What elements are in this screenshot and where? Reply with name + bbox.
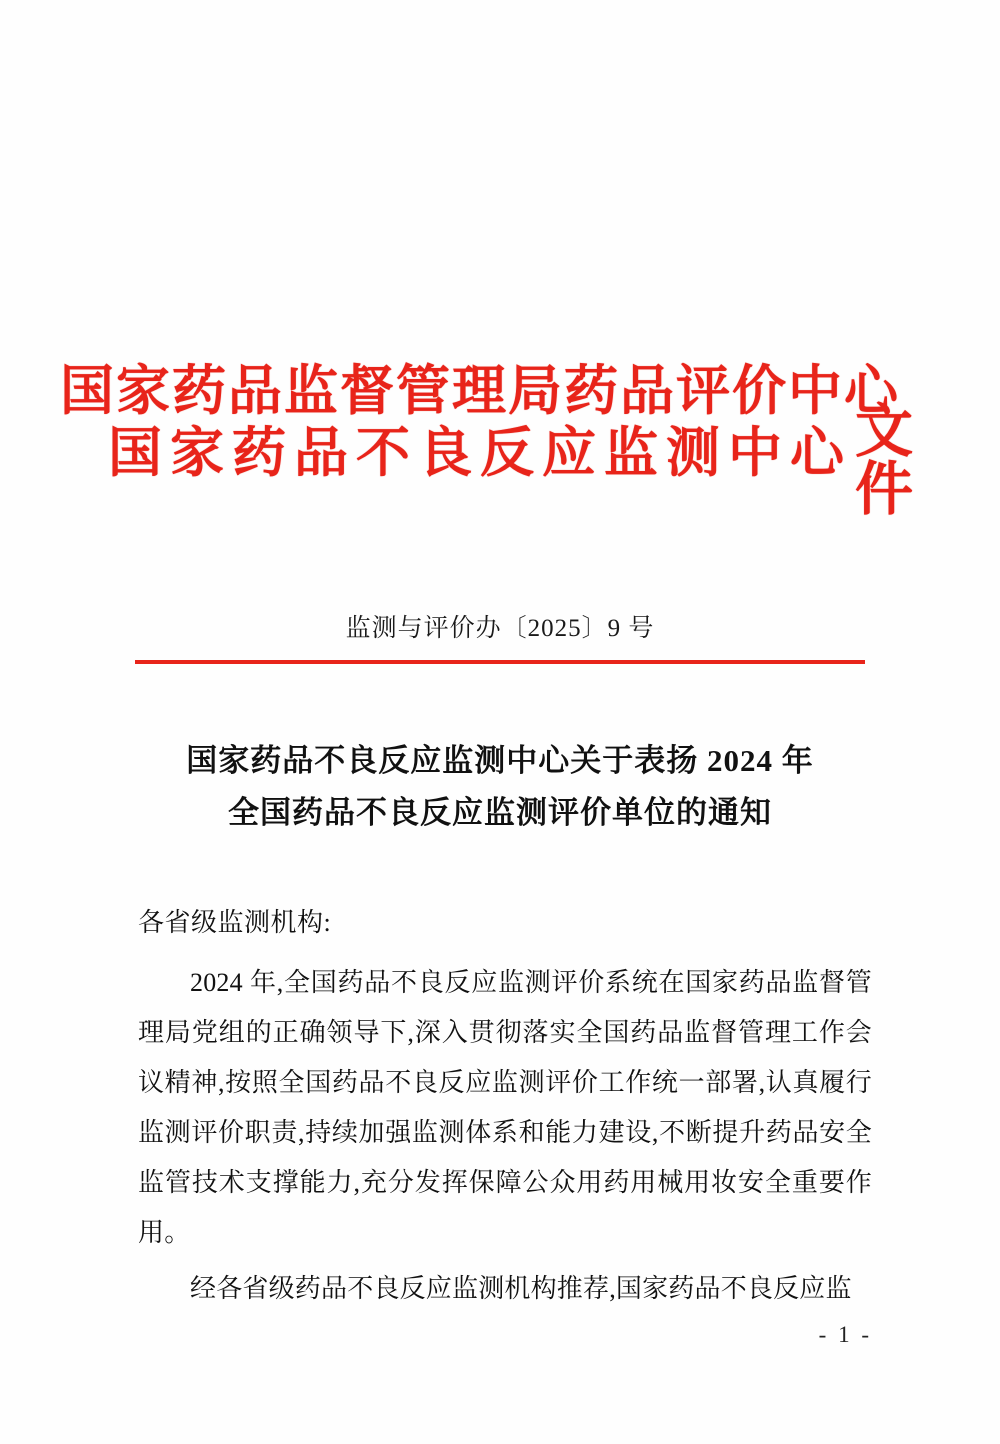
salutation: 各省级监测机构: — [138, 908, 332, 937]
masthead-line-2: 国家药品不良反应监测中心 — [108, 423, 852, 483]
page-number: - 1 - — [818, 1322, 872, 1347]
page-title-line-2: 全国药品不良反应监测评价单位的通知 — [228, 795, 772, 830]
document-body — [138, 900, 872, 1320]
page-title-line-1: 国家药品不良反应监测中心关于表扬 2024 年 — [186, 743, 814, 778]
body-paragraph: 经各省级药品不良反应监测机构推荐,国家药品不良反应监 — [190, 1274, 852, 1303]
document-number: 监测与评价办〔2025〕9 号 — [345, 615, 655, 642]
masthead-line-1: 国家药品监督管理局药品评价中心 — [60, 361, 900, 421]
red-divider-rule — [135, 660, 865, 664]
body-paragraph: 2024 年,全国药品不良反应监测评价系统在国家药品监督管理局党组的正确领导下,深入贯彻落实全国药品监督管理工作会议精神,按照全国药品不良反应监测评价工作统一部署,认真履行监测评价职责,持续加强监测体系和能力建设,不断提升药品安全监管技术支撑能力,充分发挥保障公众用药用械用妆安全重要作用。 — [138, 968, 872, 1247]
page-title — [120, 735, 880, 839]
masthead-suffix: 文件 — [846, 400, 911, 516]
